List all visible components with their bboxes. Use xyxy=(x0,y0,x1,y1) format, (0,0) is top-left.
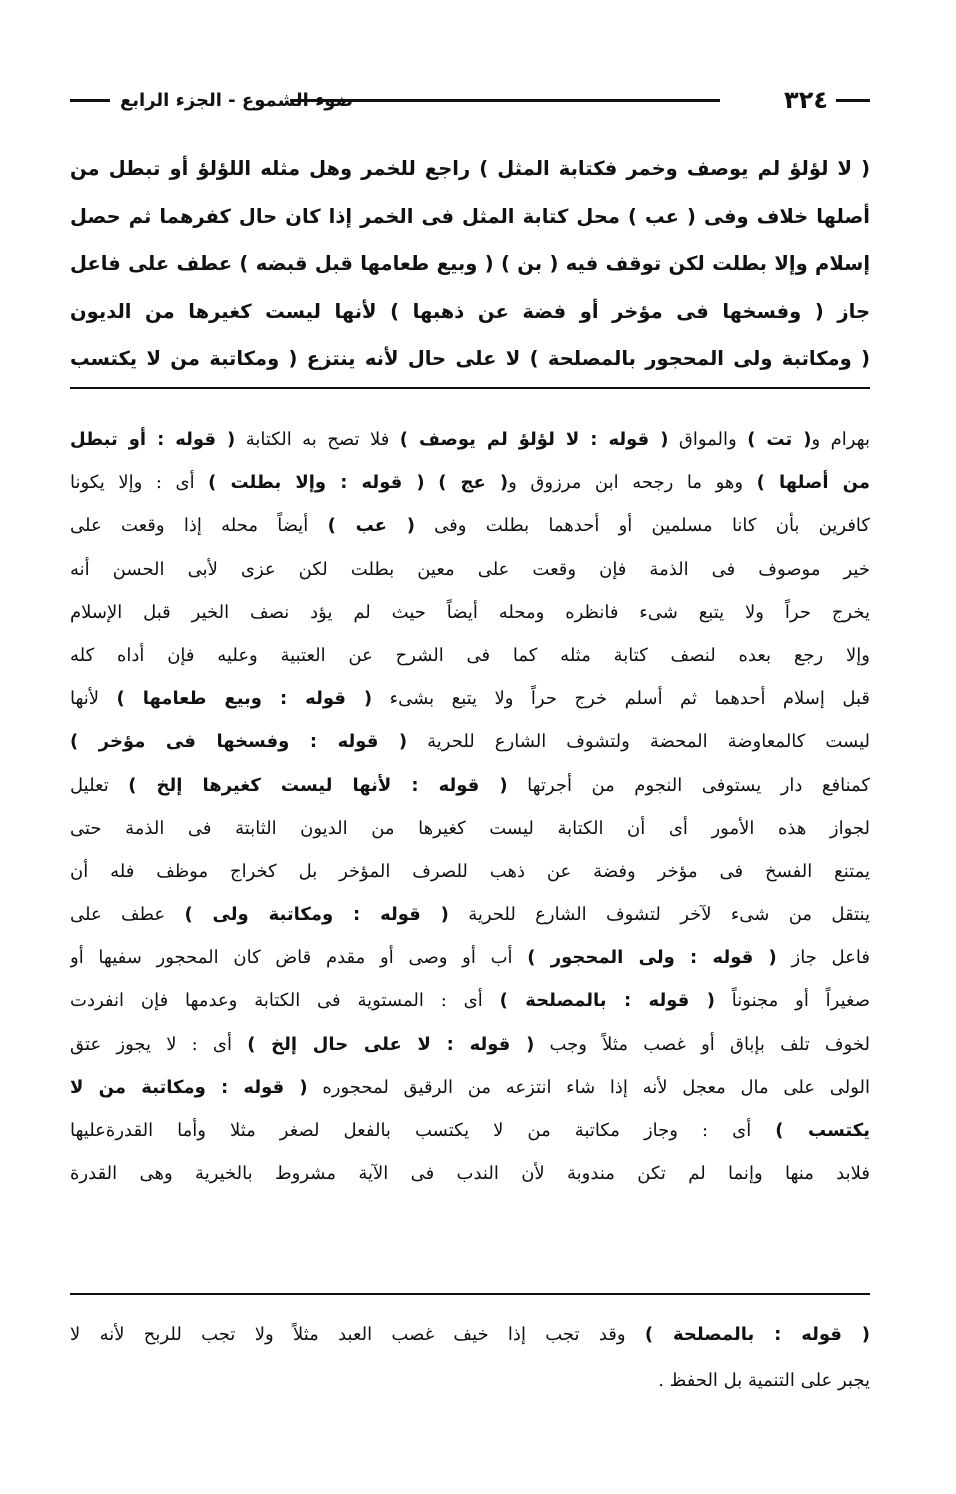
text-run: يجبر على التنمية بل الحفظ . xyxy=(658,1370,870,1391)
running-title: ضوء الشموع - الجزء الرابع xyxy=(120,90,353,111)
quoted-lemma: ( عب ) xyxy=(327,515,415,537)
commentary-line xyxy=(70,1023,870,1066)
text-run: والمواق xyxy=(668,429,748,450)
quoted-lemma: ( قوله : وبيع طعامها ) xyxy=(116,688,373,710)
text-run: أى : المستوية فى الكتابة وعدمها فإن انفردت xyxy=(70,990,500,1012)
quoted-lemma: ( قوله : بالمصلحة ) xyxy=(499,990,715,1012)
commentary-line xyxy=(70,1152,870,1195)
separator-rule xyxy=(70,387,870,389)
quoted-lemma: ( قوله : أو تبطل xyxy=(70,429,236,450)
text-run: أى : وجاز مكاتبة من لا يكتسب بالفعل لصغر مثلا وأما القدرةعليها xyxy=(70,1120,776,1141)
text-run: قبل إسلام أحدهما ثم أسلم خرج حراً ولا يتبع بشىء xyxy=(372,688,870,710)
text-run: تعليل xyxy=(70,774,129,796)
text-run xyxy=(425,472,439,493)
page-header xyxy=(70,84,870,118)
header-rule xyxy=(70,99,110,102)
main-text-line: إسلام وإلا بطلت لكن توقف فيه ( بن ) ( وبيع طعامها قبل قبضه ) عطف على فاعل xyxy=(70,252,870,275)
page-number: ٣٢٤ xyxy=(784,86,828,114)
text-run: صغيراً أو مجنوناً xyxy=(714,990,870,1012)
text-run: فلابد منها وإنما لم تكن مندوبة لأن الندب فى الآية مشروط بالخيرية وهى القدرة xyxy=(70,1163,870,1185)
quoted-lemma: ( قوله : لا لؤلؤ لم يوصف ) xyxy=(399,429,669,450)
commentary-line xyxy=(70,979,870,1022)
commentary-line xyxy=(70,936,870,979)
text-run: يخرج حراً ولا يتبع شىء فانظره ومحله أيضاً حيث لم يؤد نصف الخير قبل الإسلام xyxy=(70,601,870,623)
quoted-lemma: ( قوله : بالمصلحة ) xyxy=(644,1324,870,1345)
text-run: لأنها xyxy=(70,688,117,710)
header-rule xyxy=(290,99,720,102)
commentary-line xyxy=(70,418,870,461)
text-run: ينتقل من شىء لآخر لتشوف الشارع للحرية xyxy=(448,904,870,926)
commentary-line xyxy=(70,1066,870,1109)
quoted-lemma: ( عج ) xyxy=(438,472,509,494)
footnote-line xyxy=(70,1312,870,1358)
text-run: أيضاً محله إذا وقعت على xyxy=(70,515,328,537)
quoted-lemma: ( قوله : وإلا بطلت ) xyxy=(208,472,425,494)
main-text-line: أصلها خلاف وفى ( عب ) محل كتابة المثل فى الخمر إذا كان حال كفرهما ثم حصل xyxy=(70,204,870,228)
commentary-line xyxy=(70,807,870,850)
text-run: ليست كالمعاوضة المحضة ولتشوف الشارع للحرية xyxy=(407,731,870,753)
text-run: وإلا رجع بعده لنصف كتابة مثله كما فى الشرح عن العتبية وعليه فإن أداه كله xyxy=(70,644,870,666)
text-run: يمتنع الفسخ فى مؤخر وفضة عن ذهب للصرف المؤخر بل كخراج موظف فله أن xyxy=(70,860,870,882)
commentary-line xyxy=(70,591,870,634)
text-run: خير موصوف فى الذمة فإن وقعت على معين بطلت لكن عزى لأبى الحسن أنه xyxy=(70,558,870,580)
text-run: وقد تجب إذا خيف غصب العبد مثلاً ولا تجب للربح لأنه لا xyxy=(70,1324,645,1345)
text-run: وهو ما رجحه ابن مرزوق و xyxy=(508,472,757,494)
text-run: فلا تصح به الكتابة xyxy=(235,429,400,450)
quoted-lemma: يكتسب ) xyxy=(775,1120,870,1141)
quoted-lemma: ( قوله : لا على حال إلخ ) xyxy=(247,1033,535,1055)
commentary-line xyxy=(70,634,870,677)
text-run: لجواز هذه الأمور أى أن الكتابة ليست كغيرها من الديون الثابتة فى الذمة حتى xyxy=(70,817,870,839)
text-run: عطف على xyxy=(70,904,185,926)
commentary-line xyxy=(70,677,870,720)
main-text-line: ( لا لؤلؤ لم يوصف وخمر فكتابة المثل ) راجع للخمر وهل مثله اللؤلؤ أو تبطل من xyxy=(70,157,870,180)
main-text-line: ( ومكاتبة ولى المحجور بالمصلحة ) لا على حال لأنه ينتزع ( ومكاتبة من لا يكتسب xyxy=(70,347,870,370)
commentary-block xyxy=(70,418,870,1195)
commentary-line xyxy=(70,893,870,936)
text-run: الولى على مال معجل لأنه إذا شاء انتزعه من الرقيق لمحجوره xyxy=(307,1076,870,1098)
quoted-lemma: ( قوله : ومكاتبة ولى ) xyxy=(184,904,449,926)
commentary-line xyxy=(70,548,870,591)
commentary-line xyxy=(70,764,870,807)
commentary-line xyxy=(70,461,870,504)
main-text-line: جاز ( وفسخها فى مؤخر أو فضة عن ذهبها ) لأنها ليست كغيرها من الديون xyxy=(70,299,870,323)
text-run: بهرام و xyxy=(811,429,870,450)
commentary-line xyxy=(70,720,870,763)
quoted-lemma: ( قوله : ولى المحجور ) xyxy=(527,947,777,969)
text-run: كمنافع دار يستوفى النجوم من أجرتها xyxy=(507,774,870,796)
commentary-line xyxy=(70,504,870,547)
quoted-lemma: ( تت ) xyxy=(747,429,812,450)
header-rule xyxy=(836,99,870,102)
book-page xyxy=(70,0,870,1494)
footnote-block xyxy=(70,1312,870,1404)
text-run: أب أو وصى أو مقدم قاض كان المحجور سفيها أو xyxy=(70,947,528,969)
commentary-line xyxy=(70,1109,870,1152)
text-run: أى : لا يجوز عتق xyxy=(70,1033,248,1055)
commentary-line xyxy=(70,850,870,893)
text-run: أى : وإلا يكونا xyxy=(70,472,209,494)
text-run: لخوف تلف بإباق أو غصب مثلاً وجب xyxy=(534,1033,870,1055)
quoted-lemma: ( قوله : ومكاتبة من لا xyxy=(70,1076,308,1098)
text-run: فاعل جاز xyxy=(776,947,870,969)
quoted-lemma: من أصلها ) xyxy=(756,472,870,494)
quoted-lemma: ( قوله : لأنها ليست كغيرها إلخ ) xyxy=(128,774,508,796)
footnote-separator-rule xyxy=(70,1293,870,1295)
text-run: كافرين بأن كانا مسلمين أو أحدهما بطلت وفى xyxy=(414,515,870,537)
main-text-block xyxy=(70,145,870,383)
quoted-lemma: ( قوله : وفسخها فى مؤخر ) xyxy=(70,731,408,753)
footnote-line xyxy=(70,1358,870,1404)
